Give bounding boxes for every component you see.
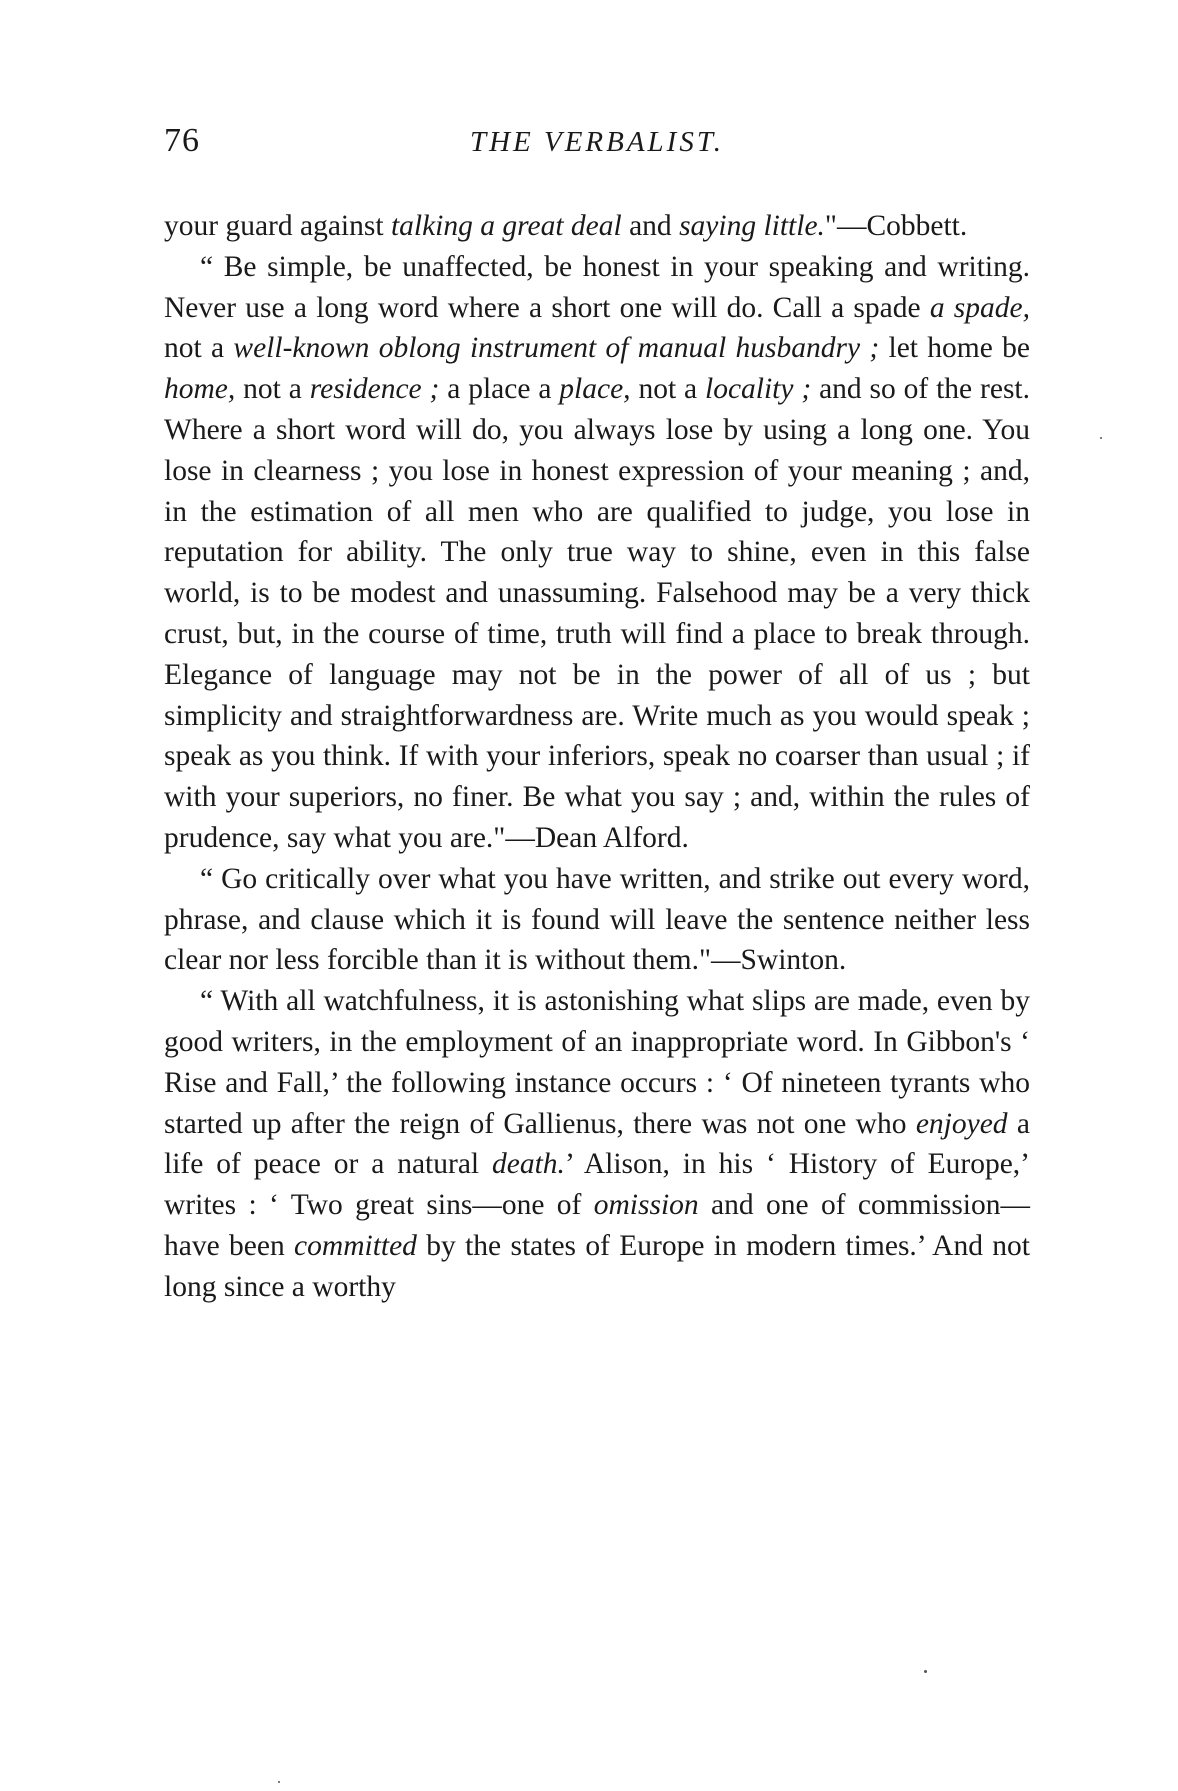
print-speck [1100, 437, 1102, 439]
italic-run: a spade, [929, 291, 1030, 324]
italic-run: home, [164, 373, 236, 406]
text-run: ’ Alison, in his ‘ History of Europe,’ writes : ‘ Two great sins—one of [164, 1148, 1030, 1222]
body-text [164, 206, 1030, 1308]
text-run: by the states of Europe in modern times.’ And not long since a worthy [164, 1229, 1030, 1303]
italic-run: saying little. [679, 210, 825, 242]
text-run: “ With all watchfulness, it is astonishing what slips are made, even by good writers, in the employment of an inappropriate word. In Gibbon's ‘ Rise and Fall,’ the following instance occurs : ‘ Of nineteen tyrants who started up after the reign of Gallienus, there was not one who [164, 985, 1030, 1140]
italic-run: committed [294, 1229, 417, 1262]
italic-run: place, [559, 373, 631, 406]
paragraph-cobbett-continuation [164, 206, 1030, 247]
text-run: "—Cobbett. [824, 210, 968, 242]
text-run: and one of commission—have been [164, 1189, 1030, 1262]
text-run: let home be [879, 332, 1030, 365]
italic-run: talking a great deal [390, 210, 622, 242]
text-run: a place a [439, 373, 560, 406]
text-run: and so of the rest. Where a short word will do, you always lose by using a long one. You lose in clearness ; you lose in honest expression of your meaning ; and, in the estimation of all men who are qualified to judge, you lose in reputation for ability. The only true way to shine, even in this false world, is to be modest and unassuming. Falsehood may be a very thick crust, but, in the course of time, truth will find a place to break through. Elegance of language may not be in the power of all of us ; but simplicity and straightforwardness are. Write much as you would speak ; speak as you think. If with your inferiors, speak no coarser than usual ; if with your superiors, no finer. Be what you say ; and, within the rules of prudence, say what you are."—Dean Alford. [164, 373, 1030, 854]
page-number: 76 [164, 122, 200, 159]
italic-run: residence ; [309, 373, 440, 406]
paragraph-watchfulness-quote [164, 981, 1030, 1307]
text-run: “ Be simple, be unaffected, be honest in your speaking and writing. Never use a long word where a short one will do. Call a spade [164, 250, 1030, 324]
text-run: a life of peace or a natural [164, 1107, 1030, 1181]
italic-run: well-known oblong instrument of manual husbandry ; [233, 332, 880, 365]
text-run: “ Go critically over what you have written, and strike out every word, phrase, and clause which it is found will leave the sentence neither less clear nor less forcible than it is without them."—Swinton. [164, 862, 1030, 977]
text-run: not a [235, 373, 310, 406]
italic-run: omission [593, 1189, 699, 1222]
text-run: not a [164, 332, 234, 365]
text-run: not a [630, 373, 705, 406]
print-speck [278, 1781, 280, 1783]
italic-run: locality ; [705, 373, 812, 406]
running-title: THE VERBALIST. [469, 126, 725, 158]
paragraph-alford-quote [164, 247, 1030, 859]
italic-run: death. [492, 1148, 565, 1181]
paragraph-swinton-quote [164, 859, 1030, 981]
text-run: your guard against [164, 210, 391, 242]
italic-run: enjoyed [915, 1107, 1008, 1140]
print-speck [924, 1670, 927, 1673]
text-run: and [621, 210, 680, 242]
page-header [164, 122, 1030, 178]
